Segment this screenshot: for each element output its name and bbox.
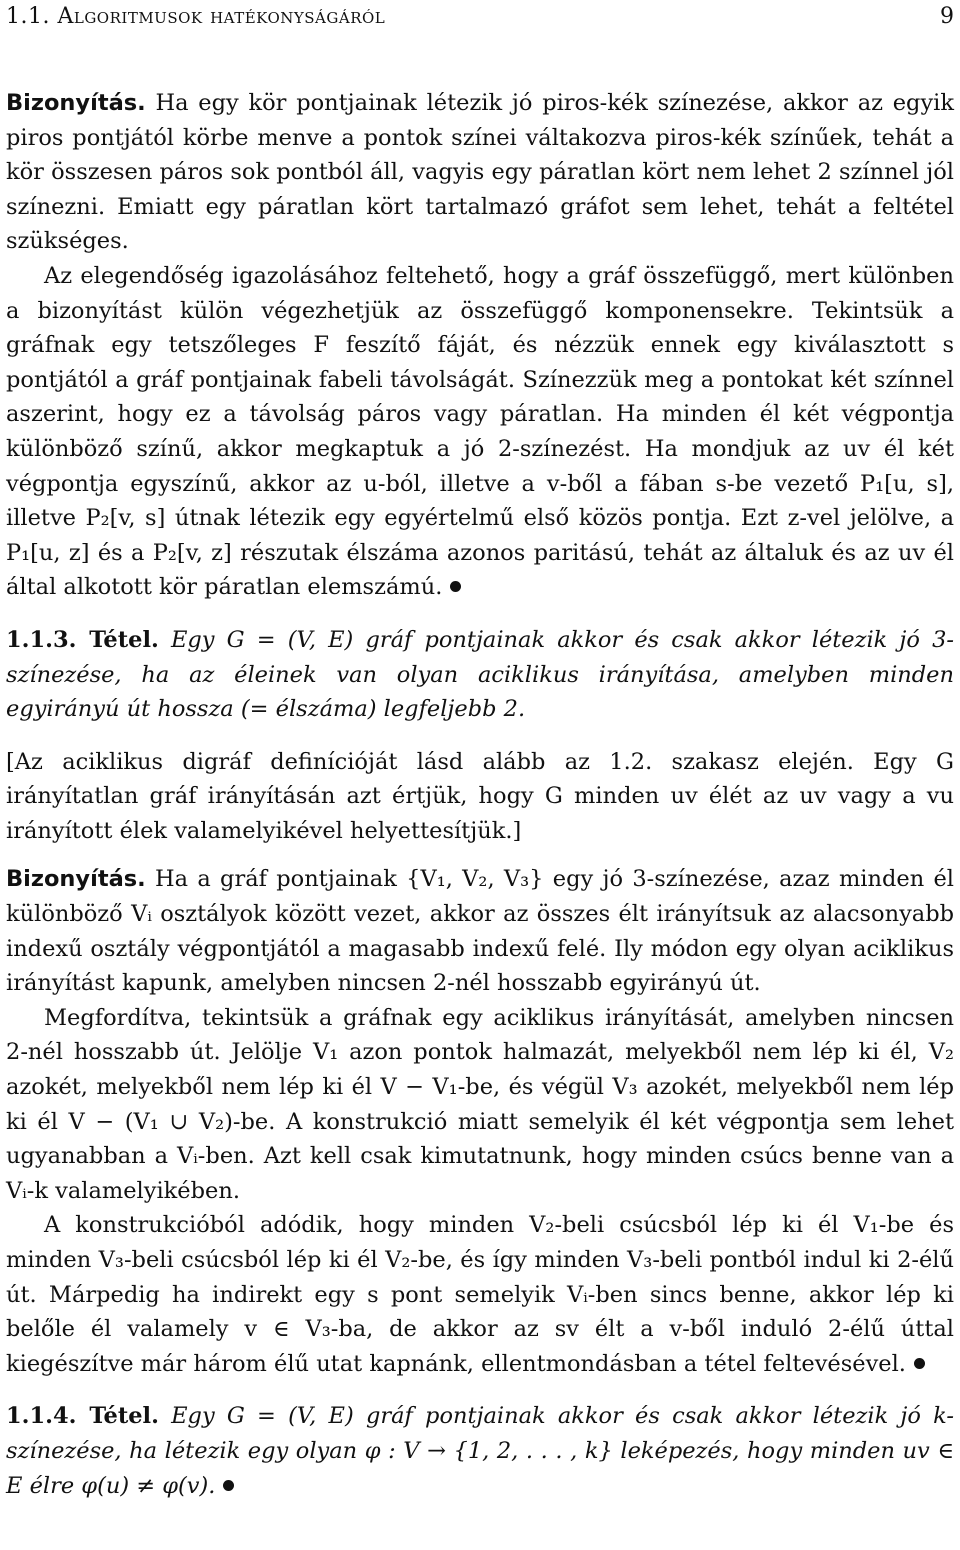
theorem-1-1-3	[6, 623, 954, 727]
page-body	[6, 86, 954, 1503]
proof-2-text-3: A konstrukcióból adódik, hogy minden V₂-beli csúcsból lép ki él V₁-be és minden V₃-beli csúcsból lép ki él V₂-be, és így minden V₃-beli pontból indul ki 2-élű út. Márpedig ha indirekt egy s pont semelyik Vᵢ-ben sincs benne, akkor lép ki belőle él valamely v ∈ V₃-ba, de akkor az sv élt a v-ből induló 2-élű úttal kiegészítve már három élű utat kapnánk, ellentmondásban a tétel feltevésével.	[6, 1212, 954, 1377]
running-header	[6, 0, 954, 38]
proof-label: Bizonyítás.	[6, 90, 146, 116]
proof-1-text-2: Az elegendőség igazolásához feltehető, hogy a gráf összefüggő, mert különben a bizonyítást külön végezhetjük az összefüggő komponensekre. Tekintsük a gráfnak egy tetszőleges F feszítő fáját, és nézzük ennek egy kiválasztott s pontjától a gráf pontjainak fabeli távolságát. Színezzük meg a pontokat két színnel aszerint, hogy ez a távolság páros vagy páratlan. Ha minden él két végpontja különböző színű, akkor megkaptuk a jó 2-színezést. Ha mondjuk az uv él két végpontja egyszínű, akkor az u-ból, illetve a v-ből a fában s-be vezető P₁[u, s], illetve P₂[v, s] útnak létezik egy egyértelmű első közös pontja. Ezt z-vel jelölve, a P₁[u, z] és a P₂[v, z] részutak élszáma azonos paritású, tehát az általuk és az uv él által alkotott kör páratlan elemszámú.	[6, 262, 954, 601]
proof-label: Bizonyítás.	[6, 866, 146, 893]
proof-2-paragraph-2	[6, 1001, 954, 1209]
page-number: 9	[940, 4, 954, 29]
theorem-label: 1.1.3. Tétel.	[6, 626, 159, 653]
proof-2-text-1: Ha a gráf pontjainak {V₁, V₂, V₃} egy jó 3-színezése, azaz minden él különböző Vᵢ osztályok között vezet, akkor az összes élt irányítsuk az alacsonyabb indexű osztály végpontjától a magasabb indexű felé. Ily módon egy olyan aciklikus irányítást kapunk, amelyben nincsen 2-nél hosszabb egyirányú út.	[6, 866, 954, 997]
end-of-proof-bullet	[450, 581, 461, 592]
remark-text: [Az aciklikus digráf definícióját lásd alább az 1.2. szakasz elején. Egy G irányítatlan gráf irányításán azt értjük, hogy G minden uv élét az uv vagy a vu irányított élek valamelyikével helyettesítjük.]	[6, 748, 954, 844]
section-title: 1.1. Algoritmusok hatékonyságáról	[6, 4, 386, 29]
end-of-proof-bullet	[914, 1358, 925, 1369]
proof-1-text-1: Ha egy kör pontjainak létezik jó piros-kék színezése, akkor az egyik piros pontjától körbe menve a pontok színei váltakozva piros-kék színűek, tehát a kör összesen páros sok pontból áll, vagyis egy páratlan kört nem lehet 2 színnel jól színezni. Emiatt egy páratlan kört tartalmazó gráfot sem lehet, tehát a feltétel szükséges.	[6, 90, 955, 255]
remark-paragraph	[6, 745, 954, 849]
theorem-text: Egy G = (V, E) gráf pontjainak akkor és csak akkor létezik jó 3-színezése, ha az éleinek van olyan aciklikus irányítása, amelyben minden egyirányú út hossza (= élszáma) legfeljebb 2.	[6, 626, 954, 723]
theorem-1-1-4	[6, 1399, 954, 1503]
proof-1-paragraph-1	[6, 86, 954, 259]
theorem-label: 1.1.4. Tétel.	[6, 1403, 159, 1430]
proof-1-paragraph-2	[6, 259, 954, 605]
theorem-text: Egy G = (V, E) gráf pontjainak akkor és csak akkor létezik jó k-színezése, ha létezik egy olyan φ : V → {1, 2, . . . , k} leképezés, hogy minden uv ∈ E élre φ(u) ≠ φ(v).	[6, 1403, 954, 1499]
proof-2-text-2: Megfordítva, tekintsük a gráfnak egy aciklikus irányítását, amelyben nincsen 2-nél hosszabb út. Jelölje V₁ azon pontok halmazát, melyekből nem lép ki él, V₂ azokét, melyekből nem lép ki él V − V₁-be, és végül V₃ azokét, melyekből nem lép ki él V − (V₁ ∪ V₂)-be. A konstrukció miatt semelyik él két végpontja sem lehet ugyanabban a Vᵢ-ben. Azt kell csak kimutatnunk, hogy minden csúcs benne van a Vᵢ-k valamelyikében.	[6, 1004, 954, 1204]
proof-2-paragraph-1	[6, 862, 954, 1000]
end-of-theorem-bullet	[223, 1480, 234, 1491]
proof-2-paragraph-3	[6, 1208, 954, 1381]
